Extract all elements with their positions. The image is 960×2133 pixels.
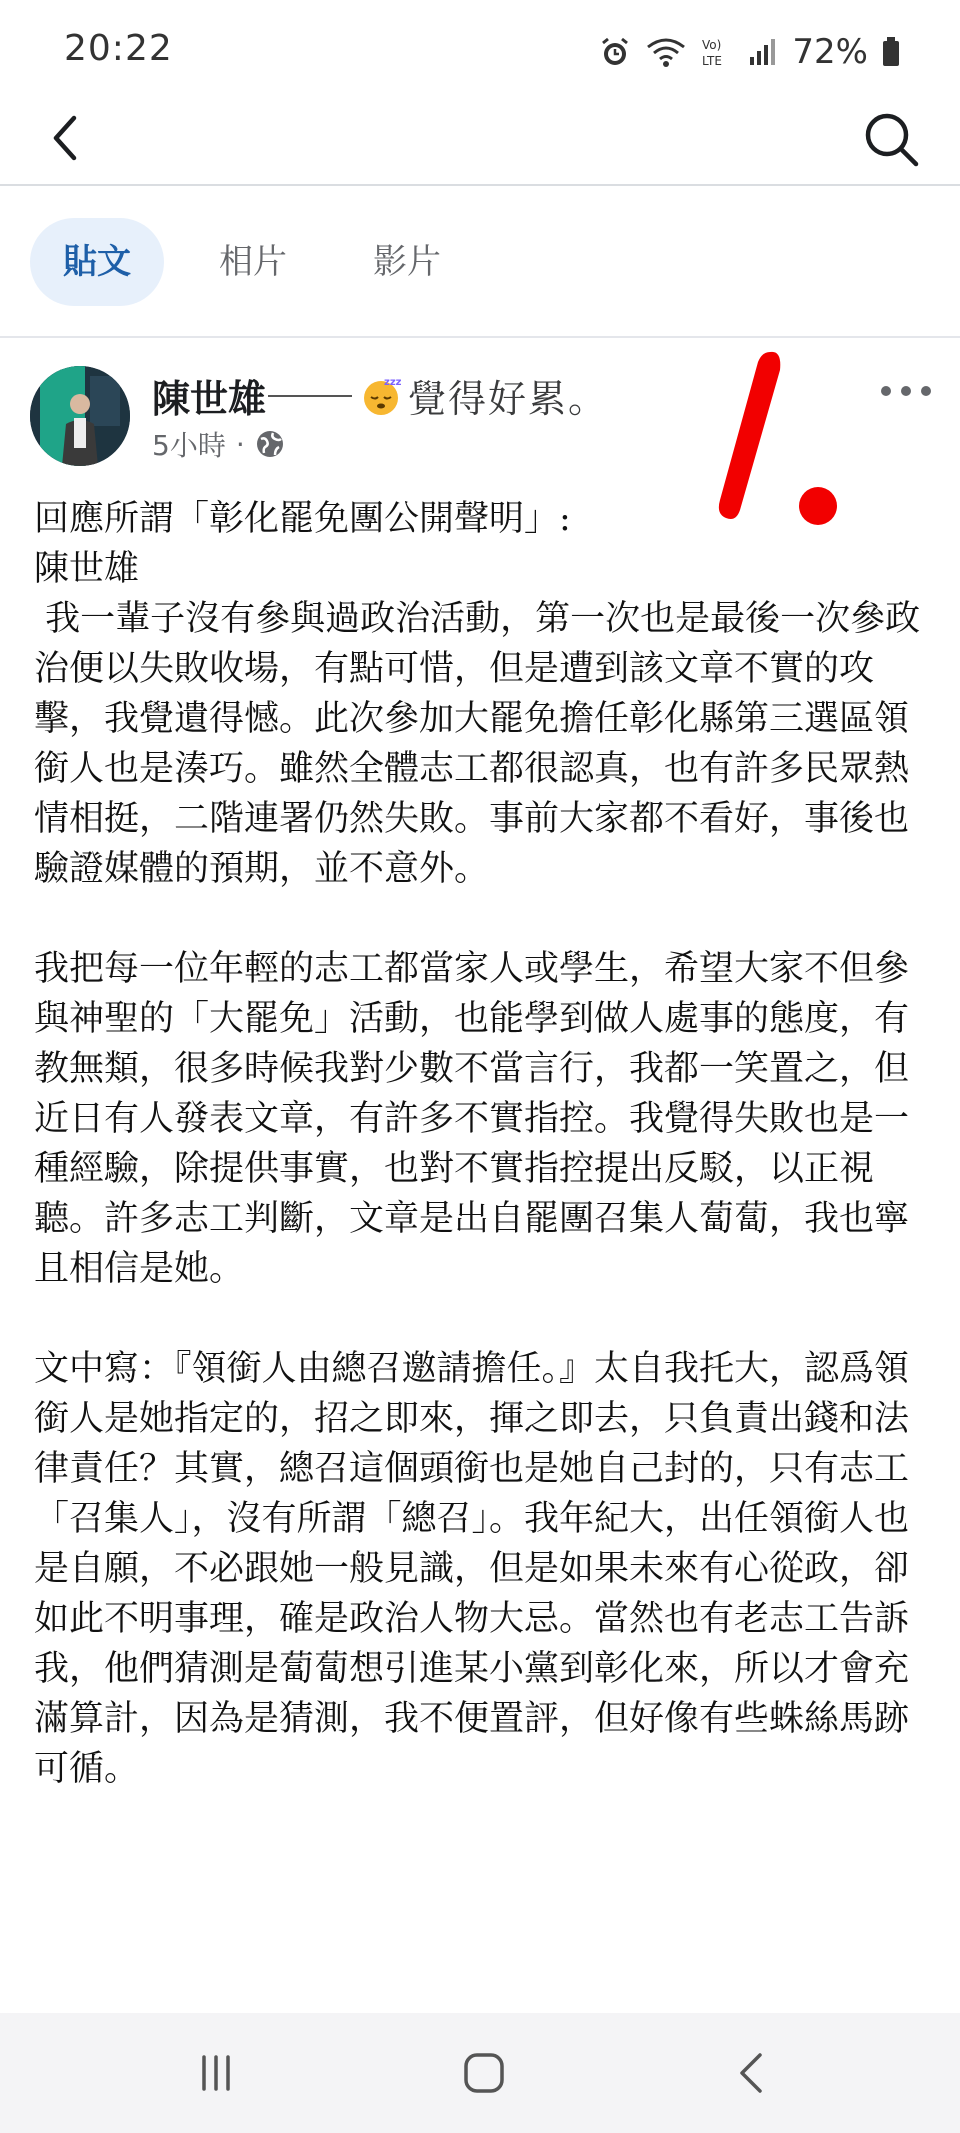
system-nav-bar [0, 2013, 960, 2133]
post-meta [152, 424, 285, 464]
recent-apps-icon[interactable] [186, 2043, 246, 2103]
post-paragraph-1: 回應所謂「彰化罷免團公開聲明」: 陳世雄 我一輩子沒有參與過政治活動，第一次也是最後一次參政治便以失敗收場，有點可惜，但是遭到該文章不實的攻擊，我覺遺得憾。此次參加大罷免擔任彰化縣第三選區領銜人也是湊巧。雖然全體志工都很認真，也有許多民眾熱情相挺，二階連署仍然失敗。事前大家都不看好，事後也驗證媒體的預期，並不意外。 [34, 499, 921, 889]
home-icon[interactable] [454, 2043, 514, 2103]
svg-text:LTE: LTE [702, 54, 723, 68]
sleepy-face-icon [360, 375, 402, 417]
dash-separator [268, 395, 352, 397]
signal-icon [748, 37, 778, 67]
profile-tabs [0, 188, 960, 338]
top-nav [0, 100, 960, 186]
back-button[interactable] [38, 108, 98, 168]
post-time[interactable]: 5小時 [152, 429, 226, 462]
back-icon[interactable] [722, 2043, 782, 2103]
tab-photos[interactable]: 相片 [219, 242, 287, 282]
status-icons [598, 32, 900, 72]
author-line [152, 368, 608, 423]
more-options-button[interactable] [878, 376, 934, 406]
feeling-text: 覺得好累。 [408, 377, 609, 421]
svg-text:Vo): Vo) [702, 38, 722, 52]
tab-posts[interactable]: 貼文 [30, 218, 164, 306]
post-paragraph-3: 文中寫：『領銜人由總召邀請擔任。』太自我托大，認爲領銜人是她指定的，招之即來，揮之即去，只負責出錢和法律責任？其實，總召這個頭銜也是她自己封的，只有志工「召集人」，沒有所謂「總召」。我年紀大，出任領銜人也是自願，不必跟她一般見識，但是如果未來有心從政，卻如此不明事理，確是政治人物大忌。當然也有老志工告訴我，他們猜測是蔔蔔想引進某小黨到彰化來，所以才會充滿算計，因為是猜測，我不便置評，但好像有些蛛絲馬跡可循。 [34, 1349, 910, 1789]
wifi-icon [646, 35, 686, 69]
volte-icon [700, 35, 734, 69]
post-body [34, 494, 934, 1794]
tab-videos[interactable]: 影片 [373, 242, 441, 282]
search-button[interactable] [860, 108, 922, 170]
globe-icon [255, 429, 285, 459]
author-name[interactable]: 陳世雄 [152, 377, 267, 421]
avatar[interactable] [30, 366, 130, 466]
battery-icon [882, 37, 900, 67]
svg-text:zzz: zzz [384, 376, 402, 388]
battery-percent: 72% [792, 32, 868, 72]
alarm-icon [598, 35, 632, 69]
status-time: 20:22 [64, 28, 173, 69]
meta-separator: · [235, 427, 245, 461]
status-bar [0, 0, 960, 100]
post-paragraph-2: 我把每一位年輕的志工都當家人或學生，希望大家不但參與神聖的「大罷免」活動，也能學到做人處事的態度，有教無類，很多時候我對少數不當言行，我都一笑置之，但近日有人發表文章，有許多不實指控。我覺得失敗也是一種經驗，除提供事實，也對不實指控提出反駁，以正視聽。許多志工判斷，文章是出自罷團召集人蔔蔔，我也寧且相信是她。 [34, 949, 910, 1289]
